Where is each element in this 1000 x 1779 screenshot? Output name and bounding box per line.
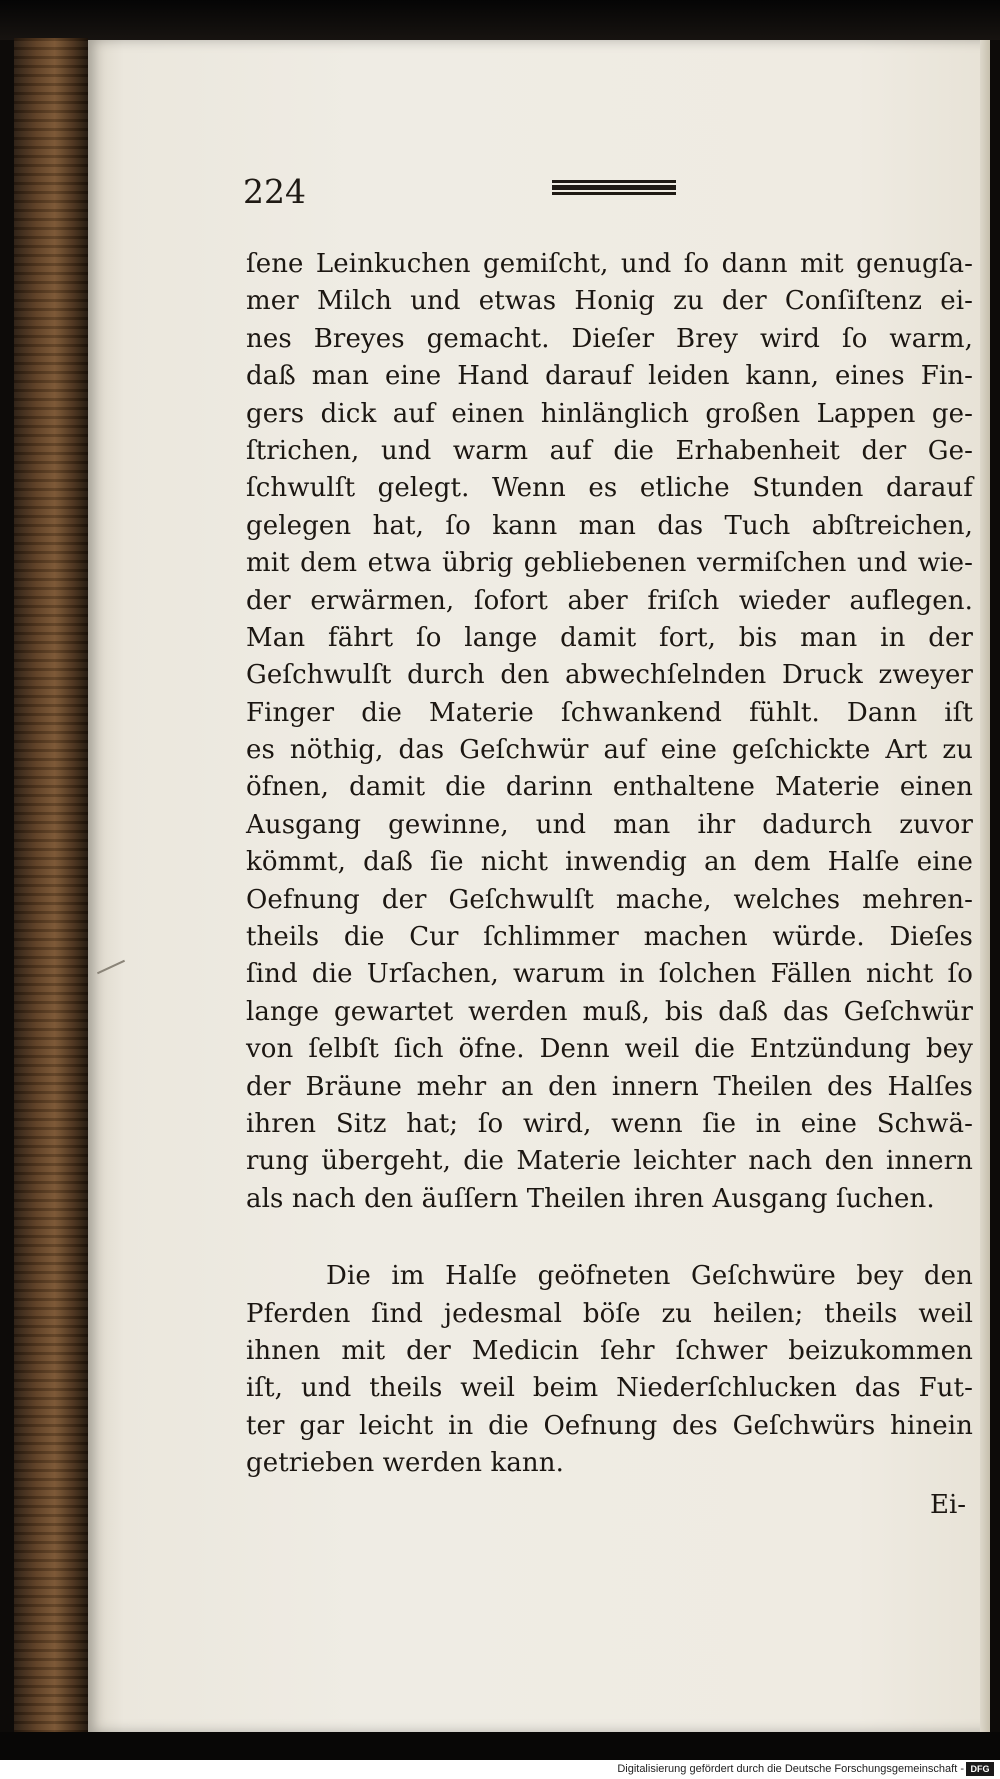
book-spine (14, 38, 88, 1733)
text-line: theils die Cur ſchlimmer machen würde. Dieſes (246, 922, 973, 953)
text-line: rung übergeht, die Materie leichter nach den innern (246, 1146, 973, 1177)
text-line: Oefnung der Geſchwulſt mache, welches mehren- (246, 884, 973, 915)
paragraph-2 (246, 1258, 973, 1482)
body-text (246, 246, 973, 1483)
text-line: getrieben werden kann. (246, 1448, 564, 1479)
text-line: ſind die Urſachen, warum in ſolchen Fällen nicht ſo (246, 959, 973, 990)
header-ornament-rule (552, 180, 676, 194)
text-line: Pferden ſind jedesmal böſe zu heilen; theils weil (246, 1298, 973, 1329)
text-line: ſchwulſt gelegt. Wenn es etliche Stunden darauf (246, 473, 973, 504)
funding-credit: Digitalisierung gefördert durch die Deutsche Forschungsgemeinschaft - (617, 1763, 964, 1775)
text-line: lange gewartet werden muß, bis daß das Geſchwür (246, 996, 973, 1027)
text-line: Man fährt ſo lange damit fort, bis man in der (246, 622, 973, 653)
text-line: ſtrichen, und warm auf die Erhabenheit der Ge- (246, 435, 973, 466)
paragraph-1 (246, 246, 973, 1218)
text-line: der erwärmen, ſofort aber friſch wieder auflegen. (246, 585, 973, 616)
text-line: ſene Leinkuchen gemiſcht, und ſo dann mit genugſa- (246, 249, 973, 279)
text-line: Geſchwulſt durch den abwechſelnden Druck zweyer (246, 660, 973, 691)
page-number: 224 (243, 172, 306, 211)
text-line: Die im Halſe geöfneten Geſchwüre bey den (326, 1261, 973, 1292)
text-line: nes Breyes gemacht. Dieſer Brey wird ſo warm, (246, 323, 973, 354)
text-line: es nöthig, das Geſchwür auf eine geſchickte Art zu (246, 735, 973, 766)
text-line: gers dick auf einen hinlänglich großen Lappen ge- (246, 398, 973, 429)
text-line: kömmt, daß ſie nicht inwendig an dem Halſe eine (246, 847, 973, 878)
text-line: daß man eine Hand darauf leiden kann, eines Fin- (246, 361, 973, 392)
text-line: ihren Sitz hat; ſo wird, wenn ſie in eine Schwä- (246, 1108, 973, 1139)
text-line: iſt, und theils weil beim Niederſchlucken das Fut- (246, 1373, 973, 1404)
text-line: als nach den äuſſern Theilen ihren Ausgang ſuchen. (246, 1183, 935, 1214)
text-line: gelegen hat, ſo kann man das Tuch abſtreichen, (246, 510, 973, 541)
text-line: Ausgang gewinne, und man ihr dadurch zuvor (246, 809, 973, 840)
text-line: mer Milch und etwas Honig zu der Conſiſtenz ei- (246, 286, 973, 317)
text-line: Finger die Materie ſchwankend fühlt. Dann iſt (246, 697, 973, 728)
text-line: ihnen mit der Medicin ſehr ſchwer beizukommen (246, 1335, 973, 1366)
text-line: öfnen, damit die darinn enthaltene Materie einen (246, 772, 973, 803)
scan-bottom-border (0, 1732, 1000, 1760)
text-line: mit dem etwa übrig gebliebenen vermiſchen und wie- (246, 548, 973, 579)
page-fore-edge (980, 40, 990, 1732)
text-line: der Bräune mehr an den innern Theilen des Halſes (246, 1071, 973, 1102)
text-line: ter gar leicht in die Oefnung des Geſchwürs hinein (246, 1410, 973, 1441)
catchword: Ei- (930, 1490, 967, 1520)
dfg-logo-badge: DFG (966, 1762, 994, 1776)
scan-top-border (0, 0, 1000, 40)
text-line: von ſelbſt ſich öfne. Denn weil die Entzündung bey (246, 1034, 973, 1065)
paragraph-gap (246, 1218, 973, 1258)
